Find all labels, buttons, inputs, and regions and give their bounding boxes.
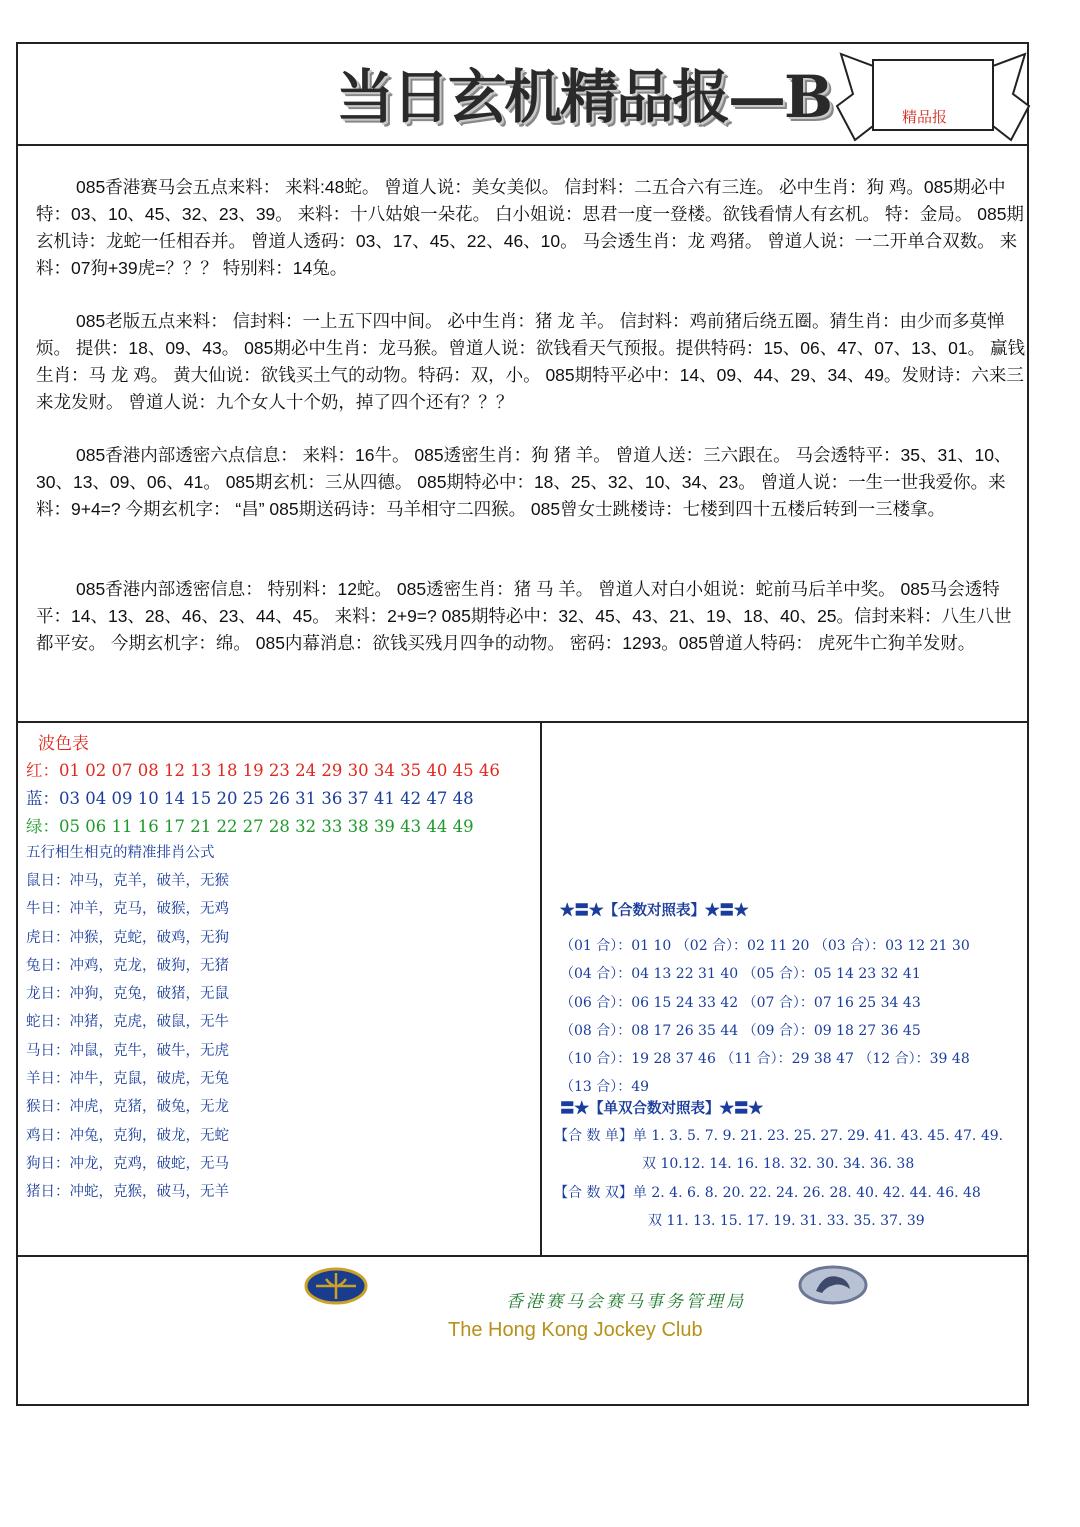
dan-line-2: 双 10.12. 14. 16. 18. 32. 30. 34. 36. 38: [642, 1156, 915, 1172]
heshu-row: （13 合）：49: [560, 1079, 650, 1096]
paragraph-old-edition: 085老版五点来料： 信封料：一上五下四中间。 必中生肖：猪 龙 羊。 信封料：鸡前猪后绕五圈。猜生肖：由少而多莫惮烦。 提供：18、09、43。 085期必中生肖：龙马猴。曾道人说：欲钱看天气预报。提供特码：15、06、47、07、13、01。 赢钱生肖：马 龙 鸡。 黄大仙说：欲钱买土气的动物。特码：双，小。 085期特平必中：14、09、44、29、34、49。发财诗：六来三来龙发财。 曾道人说：九个女人十个奶，掉了四个还有？？？: [36, 311, 1025, 412]
formula-row: 鸡日：冲兔，克狗，破龙，无蛇: [26, 1127, 229, 1144]
club-chinese-name: 香港赛马会赛马事务管理局: [506, 1292, 746, 1312]
heshu-title: ★〓★【合数对照表】★〓★: [560, 902, 749, 919]
page-frame: [16, 42, 1029, 1406]
shuang-line-2: 双 11. 13. 15. 17. 19. 31. 33. 35. 37. 39: [648, 1213, 925, 1229]
club-english-name: The Hong Kong Jockey Club: [448, 1319, 703, 1341]
jockey-club-emblem-icon: [304, 1267, 368, 1305]
header: [18, 44, 1027, 146]
formula-row: 马日：冲鼠，克牛，破牛，无虎: [26, 1042, 229, 1059]
footer: [18, 1255, 1027, 1408]
formula-row: 狗日：冲龙，克鸡，破蛇，无马: [26, 1155, 229, 1172]
paragraph-inside-info: 085香港内部透密信息： 特别料：12蛇。 085透密生肖：猪 马 羊。 曾道人对白小姐说：蛇前马后羊中奖。 085马会透特平：14、13、28、46、23、44、45。 来料：2+9=? 085期特必中：32、45、43、21、19、18、40、25。信封来料：八生八世都平安。 今期玄机字：绵。 085内幕消息：欲钱买残月四争的动物。 密码：1293。085曾道人特码： 虎死牛亡狗羊发财。: [36, 579, 1012, 653]
heshu-row: （04 合）：04 13 22 31 40 （05 合）：05 14 23 32 41: [560, 966, 921, 983]
paragraph-five-oclock: 085香港赛马会五点来料： 来料:48蛇。 曾道人说：美女美似。 信封料：二五合六有三连。 必中生肖：狗 鸡。085期必中特：03、10、45、32、23、39。 来料：十八姑娘一朵花。 白小姐说：思君一度一登楼。欲钱看情人有玄机。 特：金局。 085期玄机诗：龙蛇一任相吞并。 曾道人透码：03、17、45、22、46、10。 马会透生肖：龙 鸡猪。 曾道人说：一二开单合双数。 来料：07狗+39虎=？？？ 特别料：14兔。: [36, 177, 1024, 278]
heshu-row: （01 合）：01 10 （02 合）：02 11 20 （03 合）：03 12 21 30: [560, 938, 970, 954]
formula-row: 蛇日：冲猪，克虎，破鼠，无牛: [26, 1014, 229, 1031]
heshu-list: [560, 935, 970, 1105]
right-panel: [542, 723, 1029, 1255]
formula-row: 龙日：冲狗，克兔，破猪，无鼠: [26, 986, 229, 1003]
ribbon-banner-icon: [833, 46, 1033, 142]
formula-row: 兔日：冲鸡，克龙，破狗，无猪: [26, 957, 229, 974]
ribbon-label: 精品报: [902, 108, 948, 126]
danshuang-title: 〓★【单双合数对照表】★〓★: [560, 1100, 763, 1117]
heshu-row: （10 合）：19 28 37 46 （11 合）：29 38 47 （12 合）：39 48: [560, 1051, 970, 1068]
wave-red-row: 红：01 02 07 08 12 13 18 19 23 24 29 30 34 35 40 45 46: [26, 761, 500, 780]
wave-green-row: 绿：05 06 11 16 17 21 22 27 28 32 33 38 39 43 44 49: [26, 817, 474, 836]
formula-list: [26, 869, 229, 1209]
formula-row: 猪日：冲蛇，克猴，破马，无羊: [26, 1184, 229, 1201]
page-title: 当日玄机精品报—B: [336, 63, 832, 131]
heshu-row: （06 合）：06 15 24 33 42 （07 合）：07 16 25 34 43: [560, 994, 921, 1011]
formula-row: 虎日：冲猴，克蛇，破鸡，无狗: [26, 929, 229, 946]
shuang-line-1: 【合 数 双】单 2. 4. 6. 8. 20. 22. 24. 26. 28. 40. 42. 44. 46. 48: [554, 1185, 981, 1201]
left-panel: [18, 723, 542, 1255]
main-section: [18, 144, 1027, 723]
formula-row: 鼠日：冲马，克羊，破羊，无猴: [26, 873, 229, 889]
formula-row: 猴日：冲虎，克猪，破兔，无龙: [26, 1099, 229, 1116]
paragraph-six-oclock: 085香港内部透密六点信息： 来料：16牛。 085透密生肖：狗 猪 羊。 曾道人送：三六跟在。 马会透特平：35、31、10、30、13、09、06、41。 085期玄机：三从四德。 085期特必中：18、25、32、10、34、23。 曾道人说：一生一世我爱你。来料：9+4=? 今期玄机字： “昌” 085期送码诗：马羊相守二四猴。 085曾女士跳楼诗：七楼到四十五楼后转到一三楼拿。: [36, 445, 1012, 519]
dan-line-1: 【合 数 单】单 1. 3. 5. 7. 9. 21. 23. 25. 27. 29. 41. 43. 45. 47. 49.: [554, 1128, 1004, 1144]
formula-title: 五行相生相克的精准排肖公式: [26, 845, 215, 861]
wave-blue-row: 蓝：03 04 09 10 14 15 20 25 26 31 36 37 41 42 47 48: [26, 789, 474, 808]
formula-row: 羊日：冲牛，克鼠，破虎，无兔: [26, 1071, 229, 1088]
horse-emblem-icon: [798, 1265, 868, 1305]
formula-row: 牛日：冲羊，克马，破猴，无鸡: [26, 901, 229, 918]
wave-table-title: 波色表: [38, 734, 89, 754]
heshu-row: （08 合）：08 17 26 35 44 （09 合）：09 18 27 36 45: [560, 1022, 921, 1039]
